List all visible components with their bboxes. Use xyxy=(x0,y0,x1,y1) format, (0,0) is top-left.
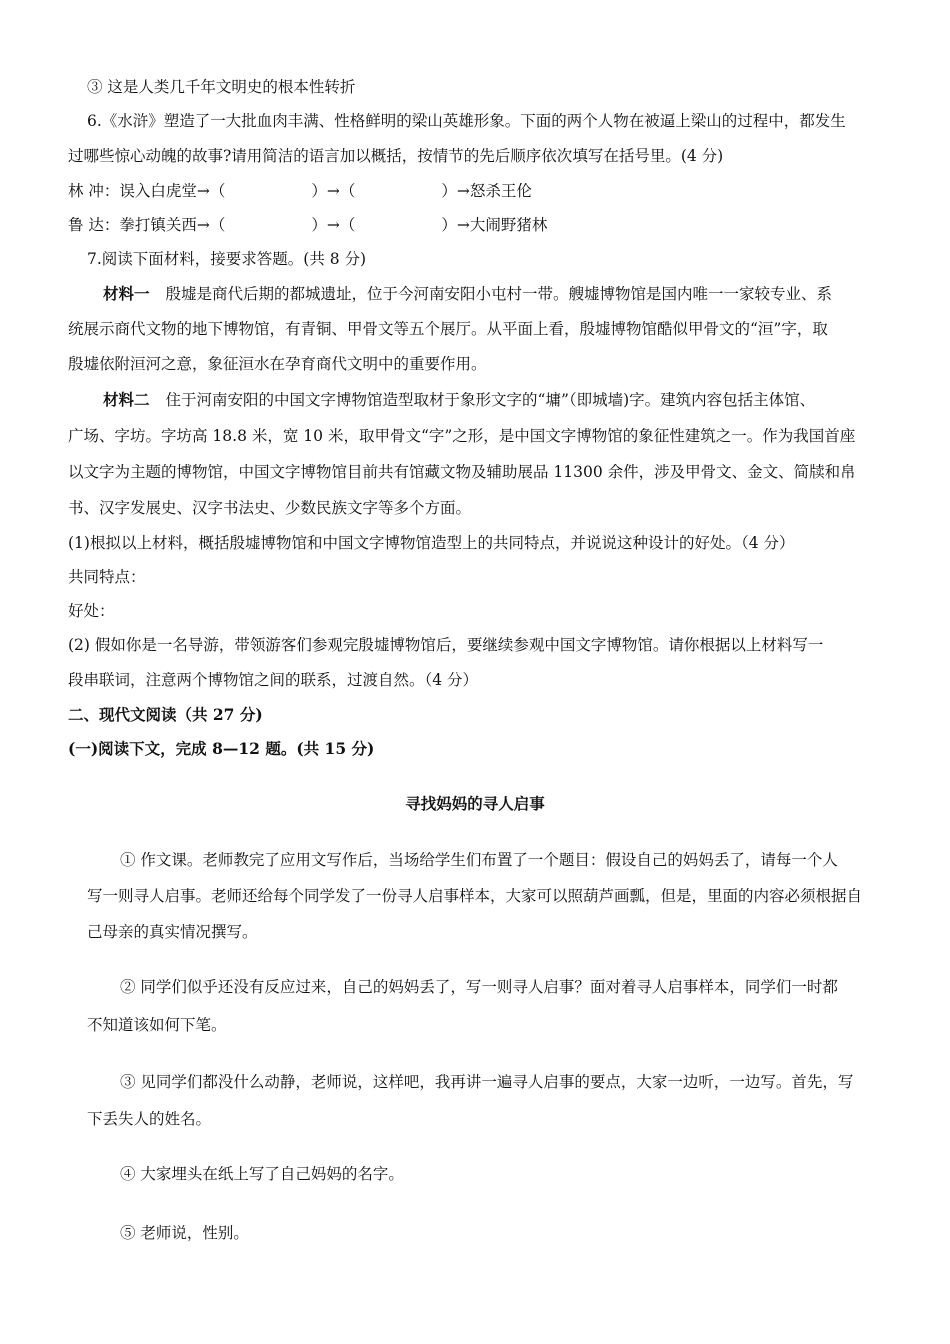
paragraph-5: ⑤ 老师说，性别。 xyxy=(120,1224,249,1242)
section-2-heading: 二、现代文阅读（共 27 分) xyxy=(68,705,263,724)
paragraph-3-line-2: 下丢失人的姓名。 xyxy=(87,1110,212,1128)
paragraph-1-line-2: 写一则寻人启事。老师还给每个同学发了一份寻人启事样本，大家可以照葫芦画瓢，但是，里面的内容必须根据自 xyxy=(87,887,863,905)
lin-chong-start: 林 冲：误入白虎堂→（ xyxy=(68,182,226,200)
material-2-line-2: 广场、字坊。字坊高 18.8 米，宽 10 米，取甲骨文“字”之形，是中国文字博物馆的象征性建筑之一。作为我国首座 xyxy=(68,427,856,445)
text-line: ③ 这是人类几千年文明史的根本性转折 xyxy=(87,78,356,96)
material-2-line-1: 材料二 住于河南安阳的中国文字博物馆造型取材于象形文字的“墉”（即城墙)字。建筑内容包括主体馆、 xyxy=(103,390,816,409)
benefit-label: 好处： xyxy=(68,602,115,620)
paragraph-2-line-1: ② 同学们似乎还没有反应过来，自己的妈妈丢了，写一则寻人启事？面对着寻人启事样本，同学们一时都 xyxy=(120,978,838,996)
lu-da-start: 鲁 达：拳打镇关西→（ xyxy=(68,216,226,234)
lin-chong-mid: ）→（ xyxy=(311,182,356,200)
lin-chong-end: ）→怒杀王伦 xyxy=(441,182,532,200)
paragraph-4: ④ 大家埋头在纸上写了自己妈妈的名字。 xyxy=(120,1165,404,1183)
material-2-label: 材料二 xyxy=(103,390,150,409)
question-7-2-line-1: (2) 假如你是一名导游，带领游客们参观完殷墟博物馆后，要继续参观中国文字博物馆。请你根据以上材料写一 xyxy=(68,636,824,654)
lu-da-row xyxy=(68,214,547,236)
subsection-1-heading: (一)阅读下文，完成 8—12 题。(共 15 分) xyxy=(68,739,375,758)
question-7: 7.阅读下面材料，接要求答题。(共 8 分) xyxy=(87,250,367,268)
question-6-line-2: 过哪些惊心动魄的故事?请用简洁的语言加以概括，按情节的先后顺序依次填写在括号里。(4 分) xyxy=(68,147,724,165)
material-2-line-4: 书、汉字发展史、汉字书法史、少数民族文字等多个方面。 xyxy=(68,499,472,517)
question-7-1: (1)根拟以上材料，概括殷墟博物馆和中国文字博物馆造型上的共同特点，并说说这种设计的好处。（4 分） xyxy=(68,534,795,552)
material-1-line-3: 殷墟依附洹河之意，象征洹水在孕育商代文明中的重要作用。 xyxy=(68,355,487,373)
paragraph-1-line-1: ① 作文课。老师教完了应用文写作后，当场给学生们布置了一个题目：假设自己的妈妈丢了，请每一个人 xyxy=(120,851,838,869)
paragraph-3-line-1: ③ 见同学们都没什么动静，老师说，这样吧，我再讲一遍寻人启事的要点，大家一边听，一边写。首先，写 xyxy=(120,1073,854,1091)
material-1-label: 材料一 xyxy=(103,284,150,303)
question-7-2-line-2: 段串联词，注意两个博物馆之间的联系，过渡自然。（4 分） xyxy=(68,671,479,689)
lu-da-end: ）→大闹野猪林 xyxy=(441,216,548,234)
paragraph-1-line-3: 己母亲的真实情况撰写。 xyxy=(87,923,258,941)
lin-chong-row xyxy=(68,180,532,202)
paragraph-2-line-2: 不知道该如何下笔。 xyxy=(87,1016,227,1034)
material-1-line-1: 材料一 殷墟是商代后期的都城遗址，位于今河南安阳小屯村一带。艘墟博物馆是国内唯一一家较专业、系 xyxy=(103,284,833,303)
common-features-label: 共同特点： xyxy=(68,568,146,586)
lu-da-mid: ）→（ xyxy=(311,216,356,234)
material-2-line-3: 以文字为主题的博物馆，中国文字博物馆目前共有馆藏文物及辅助展品 11300 余件，涉及甲骨文、金文、简牍和帛 xyxy=(68,463,856,481)
question-6-line-1: 6.《水浒》塑造了一大批血肉丰满、性格鲜明的梁山英雄形象。下面的两个人物在被逼上梁山的过程中，都发生 xyxy=(87,112,846,130)
material-1-line-2: 统展示商代文物的地下博物馆，有青铜、甲骨文等五个展厅。从平面上看，殷墟博物馆酷似甲骨文的“洹”字，取 xyxy=(68,320,828,338)
article-title: 寻找妈妈的寻人启事 xyxy=(405,794,545,813)
